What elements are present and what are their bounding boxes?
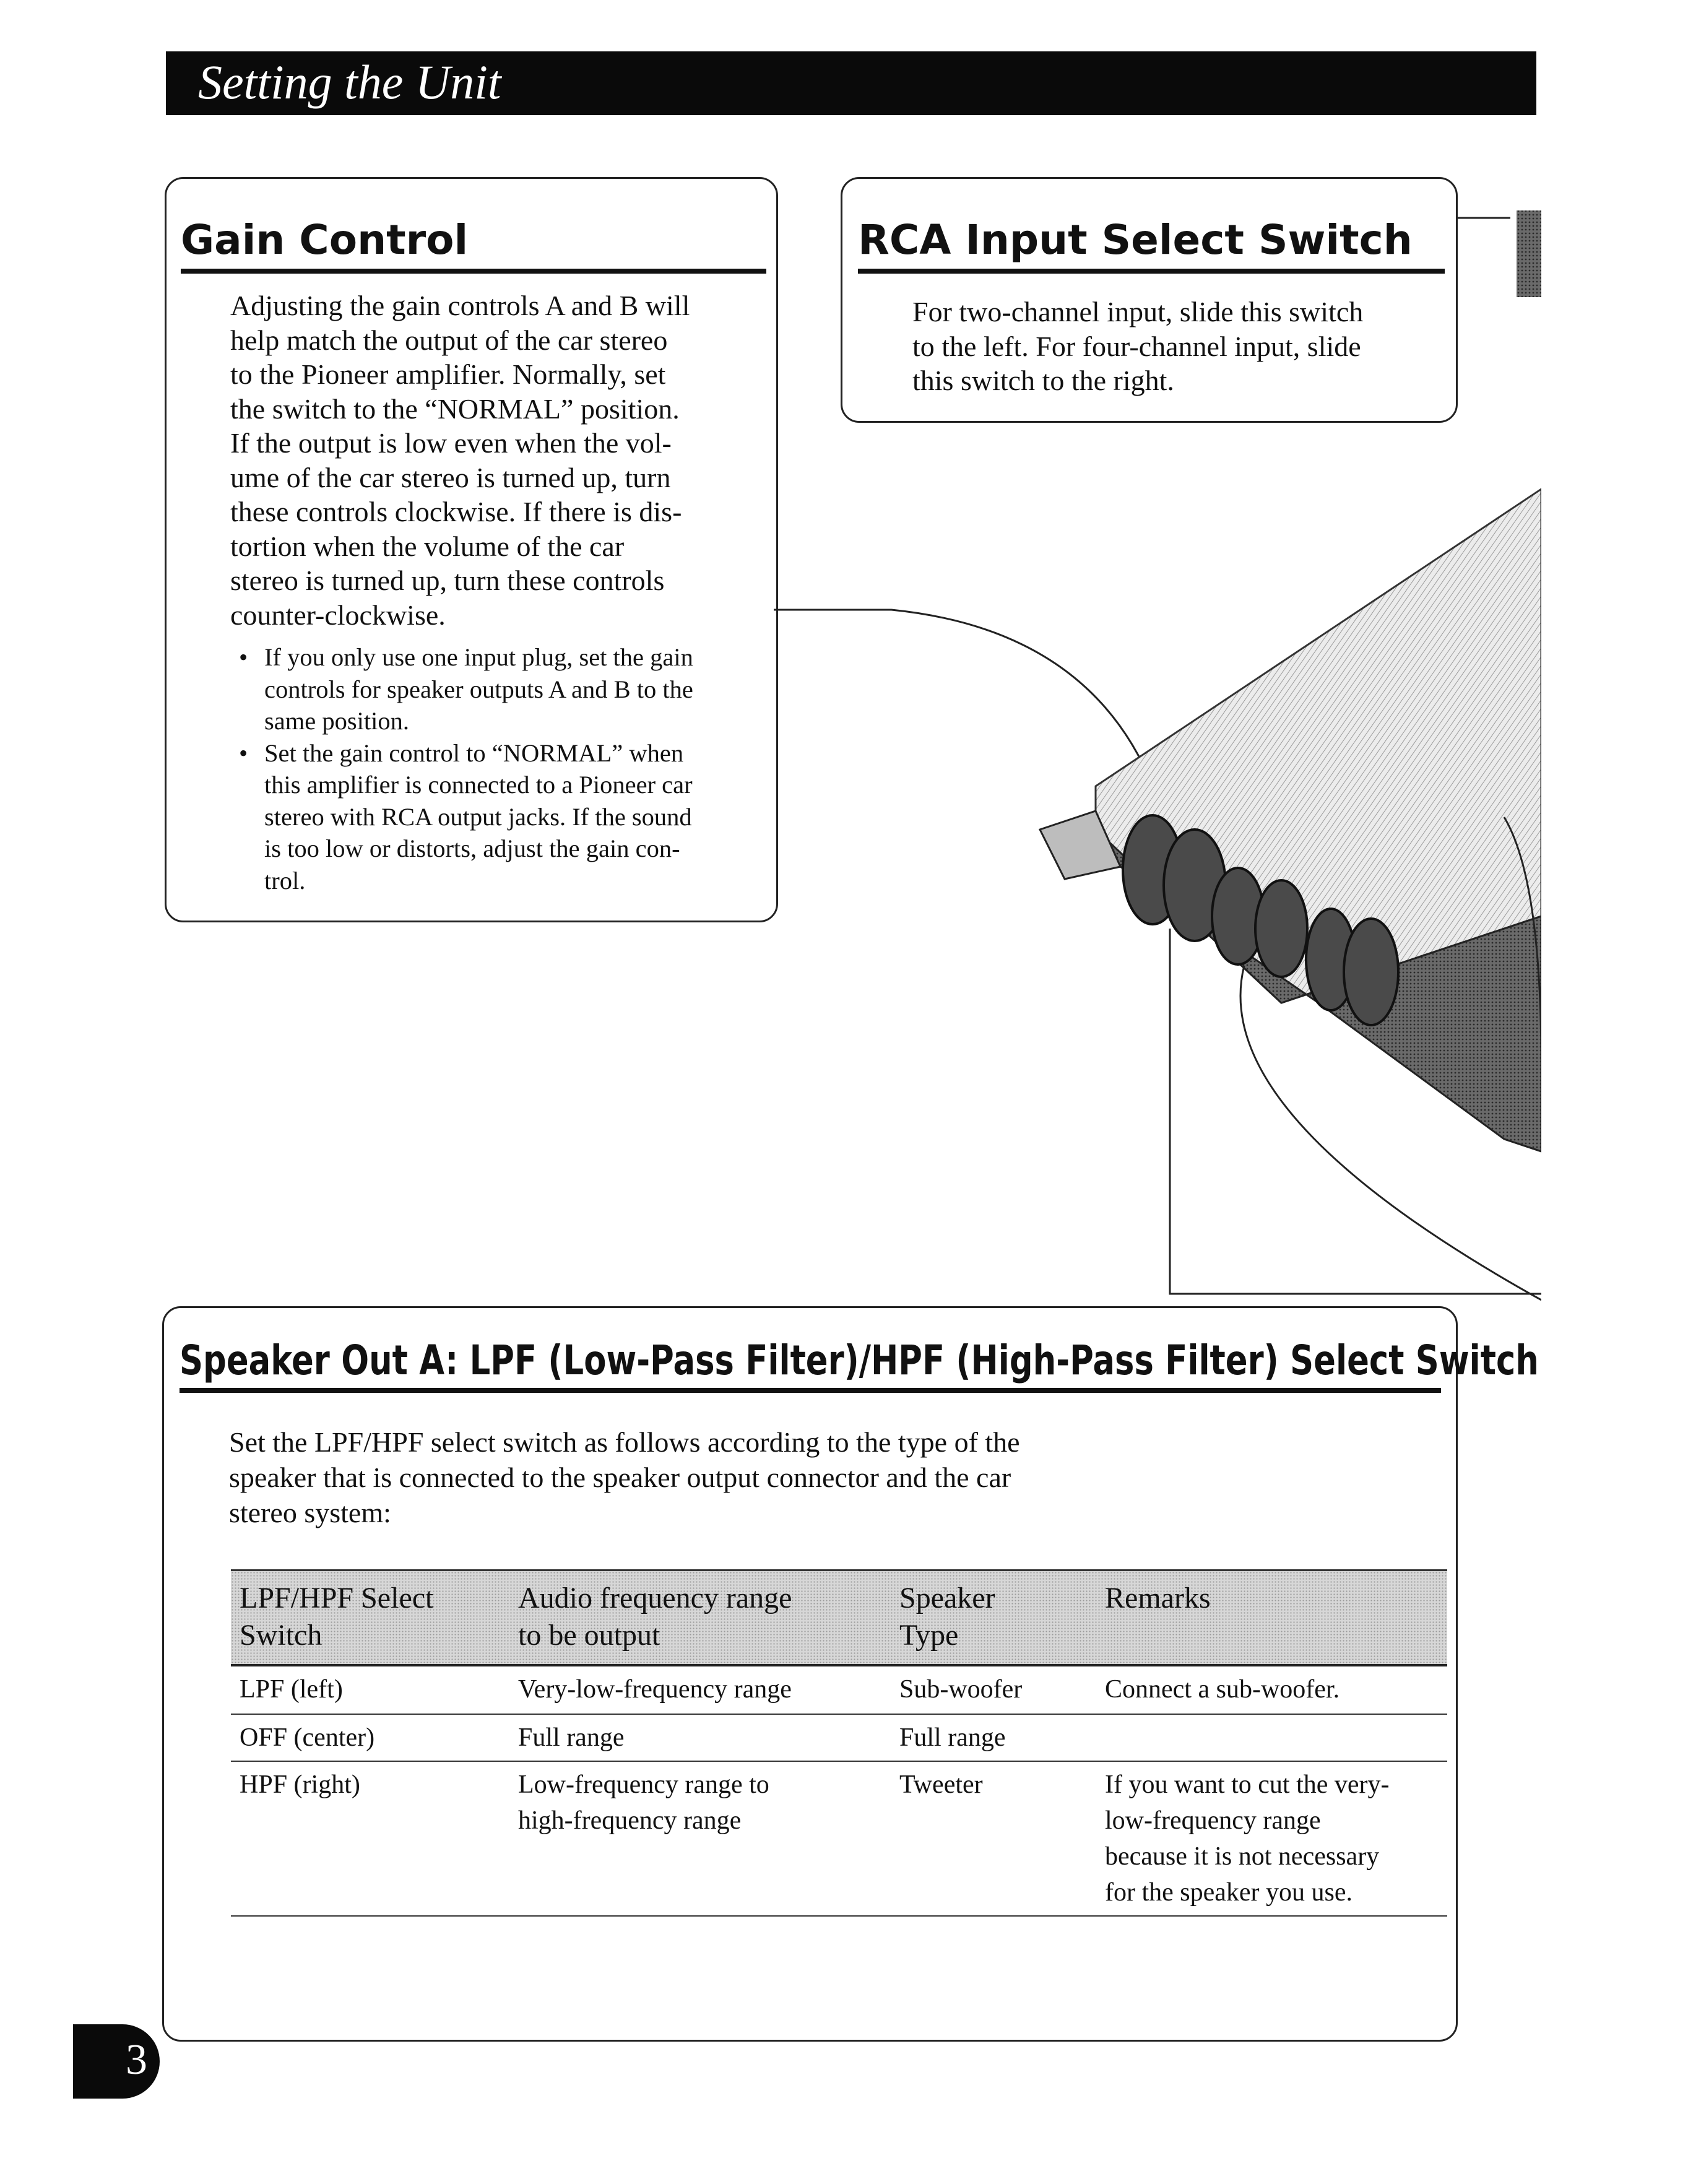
text-line: to the Pioneer amplifier. Normally, set [230, 358, 666, 390]
text-line: Set the LPF/HPF select switch as follows according to the type of the [229, 1426, 1020, 1458]
header-line: Remarks [1105, 1582, 1211, 1614]
text-line: this switch to the right. [912, 365, 1174, 396]
cell-line: Full range [899, 1723, 1006, 1752]
text-line: controls for speaker outputs A and B to the [264, 675, 693, 703]
table-cell [1105, 1767, 1439, 1910]
lpf-hpf-rule [180, 1388, 1441, 1393]
table-header-row [231, 1569, 1447, 1666]
table-header-cell [240, 1580, 433, 1654]
header-line: LPF/HPF Select [240, 1582, 434, 1614]
cell-line: LPF (left) [240, 1675, 343, 1704]
lpf-hpf-heading: Speaker Out A: LPF (Low-Pass Filter)/HPF (High-Pass Filter) Select Switch [180, 1337, 1539, 1384]
table-cell [518, 1767, 769, 1839]
lpf-hpf-intro [229, 1424, 1219, 1530]
table-cell [899, 1767, 983, 1803]
cell-line: high-frequency range [518, 1806, 742, 1835]
text-line: tortion when the volume of the car [230, 530, 625, 562]
control-knob-icon [1255, 880, 1307, 977]
bullet-dot-icon: • [239, 643, 248, 671]
table-cell [518, 1671, 792, 1707]
page-number-tab [73, 2024, 160, 2099]
section-title: Setting the Unit [198, 55, 501, 109]
table-row [231, 1666, 1447, 1715]
cell-line: Tweeter [899, 1770, 983, 1799]
text-line: For two-channel input, slide this switch [912, 296, 1364, 327]
cell-line: Sub-woofer [899, 1675, 1023, 1704]
text-line: Set the gain control to “NORMAL” when [264, 739, 684, 767]
header-line: Speaker [899, 1582, 995, 1614]
section-title-bar [166, 51, 1536, 115]
gain-control-heading: Gain Control [181, 216, 469, 264]
bullet-dot-icon: • [239, 739, 248, 767]
cell-line: Low-frequency range to [518, 1770, 769, 1799]
rca-switch-heading: RCA Input Select Switch [858, 216, 1413, 264]
cell-line: low-frequency range [1105, 1806, 1321, 1835]
text-line: stereo is turned up, turn these controls [230, 565, 665, 596]
text-line: ume of the car stereo is turned up, turn [230, 461, 671, 493]
header-line: Switch [240, 1619, 322, 1652]
bullet-item [230, 737, 775, 897]
cell-line: Full range [518, 1723, 625, 1752]
table-header-cell [899, 1580, 995, 1654]
amplifier-edge-detail [1517, 210, 1541, 297]
table-cell [240, 1720, 374, 1756]
amplifier-illustration [774, 198, 1541, 1319]
cell-line: because it is not necessary [1105, 1842, 1380, 1871]
cell-line: OFF (center) [240, 1723, 375, 1752]
text-line: stereo system: [229, 1497, 391, 1528]
table-row [231, 1762, 1447, 1917]
bullet-item [230, 641, 775, 737]
table-cell [240, 1767, 360, 1803]
table-header-cell [518, 1580, 792, 1654]
lpf-hpf-table [231, 1569, 1447, 1917]
cell-line: Very-low-frequency range [518, 1675, 792, 1704]
gain-control-rule [181, 269, 766, 274]
text-line: trol. [264, 866, 306, 895]
switch-icon [1344, 919, 1398, 1025]
cell-line: Connect a sub-woofer. [1105, 1675, 1340, 1704]
text-line: If you only use one input plug, set the gain [264, 643, 693, 671]
text-line: the switch to the “NORMAL” position. [230, 392, 680, 425]
text-line: to the left. For four-channel input, slide [912, 330, 1361, 362]
cell-line: for the speaker you use. [1105, 1878, 1353, 1907]
cell-line: HPF (right) [240, 1770, 360, 1799]
page-number: 3 [126, 2036, 147, 2084]
text-line: speaker that is connected to the speaker output connector and the car [229, 1462, 1011, 1493]
table-row [231, 1715, 1447, 1762]
header-line: Audio frequency range [518, 1582, 792, 1614]
cell-line: If you want to cut the very- [1105, 1770, 1390, 1799]
text-line: help match the output of the car stereo [230, 324, 668, 356]
text-line: this amplifier is connected to a Pioneer car [264, 771, 693, 799]
table-cell [899, 1671, 1022, 1707]
text-line: stereo with RCA output jacks. If the sound [264, 802, 692, 831]
text-line: Adjusting the gain controls A and B will [230, 290, 690, 321]
header-line: to be output [518, 1619, 660, 1652]
text-line: is too low or distorts, adjust the gain con- [264, 834, 680, 862]
text-line: If the output is low even when the vol- [230, 427, 672, 459]
text-line: these controls clockwise. If there is dis- [230, 496, 682, 527]
text-line: counter-clockwise. [230, 599, 446, 631]
header-line: Type [899, 1619, 959, 1652]
table-cell [899, 1720, 1005, 1756]
table-header-cell [1105, 1580, 1439, 1617]
text-line: same position. [264, 707, 409, 735]
gain-control-text [230, 288, 775, 632]
table-cell [518, 1720, 624, 1756]
gain-control-bullets [230, 641, 775, 896]
table-cell [1105, 1671, 1439, 1707]
table-cell [240, 1671, 343, 1707]
